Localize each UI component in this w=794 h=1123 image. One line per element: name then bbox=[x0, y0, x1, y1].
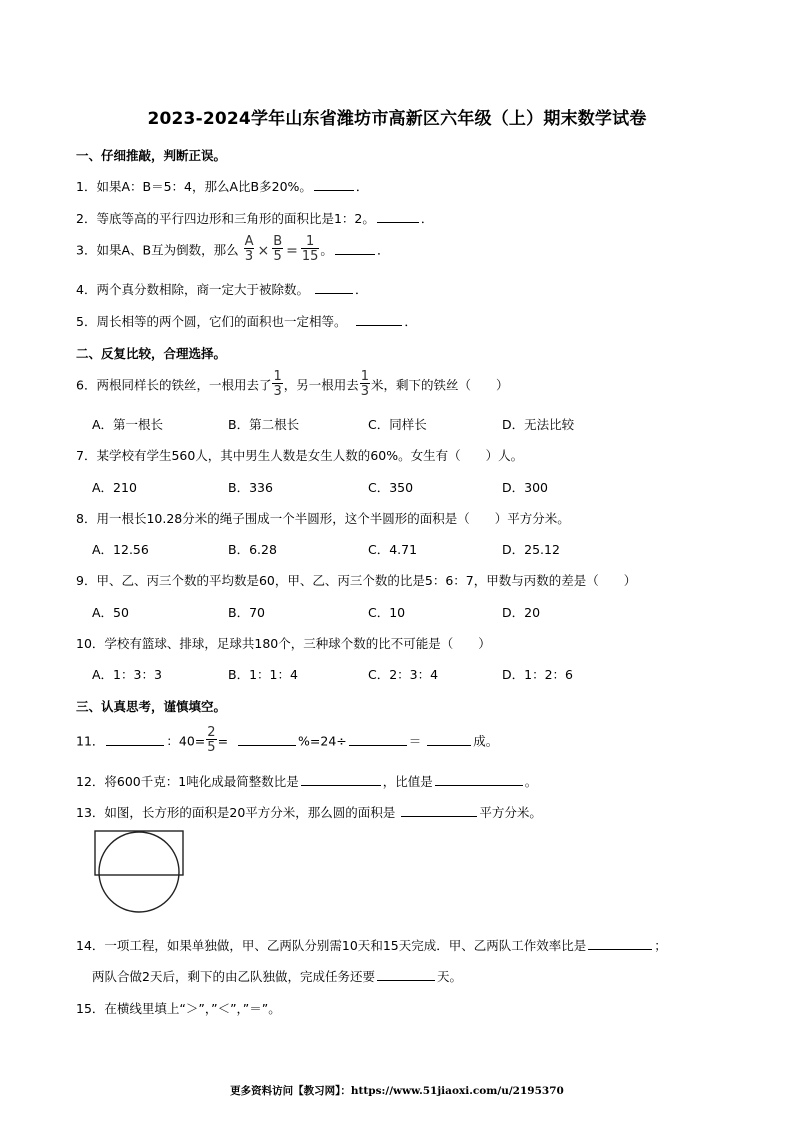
numerator: 1 bbox=[273, 369, 282, 384]
option-d[interactable]: D．25.12 bbox=[502, 542, 560, 557]
rectangle-outline bbox=[95, 831, 183, 875]
question-1-text: 1．如果A：B＝5：4，那么A比B多20%。 bbox=[76, 179, 312, 194]
answer-blank[interactable] bbox=[377, 211, 419, 223]
question-11-text-d: ＝ bbox=[408, 733, 422, 749]
question-11 bbox=[76, 725, 499, 756]
answer-blank[interactable] bbox=[401, 805, 477, 817]
option-d[interactable]: D．20 bbox=[502, 605, 541, 620]
numerator: 2 bbox=[207, 725, 216, 740]
option-c[interactable]: C．350 bbox=[368, 480, 414, 495]
question-11-text-b: = bbox=[217, 733, 229, 749]
answer-blank[interactable] bbox=[238, 734, 296, 746]
circle-outline bbox=[99, 832, 179, 912]
answer-blank[interactable] bbox=[377, 969, 435, 981]
option-a[interactable]: A．12.56 bbox=[92, 542, 149, 557]
fraction bbox=[272, 235, 283, 263]
question-8: 8．用一根长10.28分米的绳子围成一个半圆形，这个半圆形的面积是（ ）平方分米。 bbox=[76, 511, 570, 526]
section-heading-2: 二、反复比较，合理选择。 bbox=[76, 346, 227, 361]
option-c[interactable]: C．2：3：4 bbox=[368, 667, 439, 682]
answer-blank[interactable] bbox=[314, 179, 354, 191]
denominator: 3 bbox=[244, 249, 254, 264]
option-c[interactable]: C．4.71 bbox=[368, 542, 418, 557]
answer-blank[interactable] bbox=[427, 734, 471, 746]
fraction bbox=[301, 235, 320, 263]
footer-link[interactable]: 更多资料访问【教习网】：https://www.51jiaoxi.com/u/2195370 bbox=[230, 1085, 564, 1097]
times-sign: × bbox=[257, 242, 270, 259]
option-a[interactable]: A．第一根长 bbox=[92, 417, 164, 432]
question-2-text: 2．等底等高的平行四边形和三角形的面积比是1：2。 bbox=[76, 211, 375, 226]
question-4 bbox=[76, 280, 367, 298]
fraction bbox=[360, 370, 370, 398]
fraction bbox=[206, 726, 216, 754]
option-d[interactable]: D．1：2：6 bbox=[502, 667, 573, 682]
question-13-text-a: 13．如图，长方形的面积是20平方分米，那么圆的面积是 bbox=[76, 805, 396, 820]
options-row-7 bbox=[92, 478, 692, 494]
question-11-text-e: 成。 bbox=[473, 733, 499, 749]
question-12-text-b: ，比值是 bbox=[382, 774, 433, 789]
option-b[interactable]: B．第二根长 bbox=[228, 417, 300, 432]
answer-end: ． bbox=[376, 242, 390, 258]
option-c[interactable]: C．10 bbox=[368, 605, 406, 620]
question-5-text: 5．周长相等的两个圆，它们的面积也一定相等。 bbox=[76, 314, 347, 329]
option-c[interactable]: C．同样长 bbox=[368, 417, 427, 432]
section-heading-1: 一、仔细推敲，判断正误。 bbox=[76, 148, 227, 163]
answer-blank[interactable] bbox=[106, 734, 164, 746]
denominator: 3 bbox=[360, 384, 370, 399]
denominator: 5 bbox=[273, 249, 282, 264]
question-6-text-a: 6．两根同样长的铁丝，一根用去了 bbox=[76, 377, 272, 393]
denominator: 5 bbox=[207, 740, 216, 755]
question-14-line-2 bbox=[92, 967, 462, 985]
rectangle-circle-figure bbox=[94, 830, 186, 917]
question-11-text-a: ：40= bbox=[166, 733, 206, 749]
answer-blank[interactable] bbox=[335, 243, 375, 255]
question-6-text-b: ，另一根用去 bbox=[283, 377, 359, 393]
numerator: A bbox=[244, 234, 254, 249]
question-14-text-c: 天。 bbox=[436, 969, 462, 984]
options-row-9 bbox=[92, 603, 692, 619]
answer-end: ． bbox=[420, 211, 434, 226]
question-12-text-a: 12．将600千克：1吨化成最简整数比是 bbox=[76, 774, 299, 789]
question-12 bbox=[76, 772, 537, 790]
fraction bbox=[244, 235, 255, 263]
numerator: 1 bbox=[360, 369, 370, 384]
answer-blank[interactable] bbox=[349, 734, 407, 746]
answer-end: ． bbox=[404, 314, 417, 329]
page-title: 2023-2024学年山东省潍坊市高新区六年级（上）期末数学试卷 bbox=[147, 109, 647, 129]
question-11-number: 11． bbox=[76, 733, 105, 749]
option-b[interactable]: B．336 bbox=[228, 480, 273, 495]
question-12-text-c: 。 bbox=[524, 774, 538, 789]
options-row-8 bbox=[92, 540, 692, 556]
question-15: 15．在横线里填上“＞”，”＜”，”＝”。 bbox=[76, 1001, 281, 1016]
question-13 bbox=[76, 803, 542, 821]
section-heading-3: 三、认真思考，谨慎填空。 bbox=[76, 699, 227, 714]
option-d[interactable]: D．无法比较 bbox=[502, 417, 575, 432]
option-b[interactable]: B．70 bbox=[228, 605, 265, 620]
options-row-6 bbox=[92, 415, 692, 431]
option-b[interactable]: B．1：1：4 bbox=[228, 667, 298, 682]
question-3-suffix: 。 bbox=[320, 242, 333, 258]
question-6-text-c: 米，剩下的铁丝（ ） bbox=[371, 377, 509, 393]
option-b[interactable]: B．6.28 bbox=[228, 542, 277, 557]
answer-blank[interactable] bbox=[356, 314, 402, 326]
numerator: B bbox=[273, 234, 283, 249]
question-14-line-1 bbox=[76, 936, 667, 954]
question-5 bbox=[76, 312, 417, 330]
answer-blank[interactable] bbox=[588, 938, 652, 950]
question-14-text-b: 两队合做2天后，剩下的由乙队独做，完成任务还要 bbox=[92, 969, 375, 984]
question-3-prefix: 3．如果A、B互为倒数，那么 bbox=[76, 242, 239, 258]
option-d[interactable]: D．300 bbox=[502, 480, 548, 495]
question-4-text: 4．两个真分数相除，商一定大于被除数。 bbox=[76, 282, 309, 297]
denominator: 15 bbox=[301, 249, 319, 264]
option-a[interactable]: A．1：3：3 bbox=[92, 667, 162, 682]
answer-blank[interactable] bbox=[315, 282, 353, 294]
question-14-text-a: 14．一项工程，如果单独做，甲、乙两队分别需10天和15天完成．甲、乙两队工作效率比是 bbox=[76, 938, 587, 953]
question-13-text-b: 平方分米。 bbox=[479, 805, 542, 820]
option-a[interactable]: A．50 bbox=[92, 605, 129, 620]
options-row-10 bbox=[92, 665, 692, 681]
answer-end: ． bbox=[355, 179, 369, 194]
question-14-text-a-end: ； bbox=[654, 938, 667, 953]
question-11-text-c: %=24÷ bbox=[298, 733, 347, 749]
denominator: 3 bbox=[273, 384, 282, 399]
answer-blank[interactable] bbox=[435, 774, 523, 786]
answer-end: ． bbox=[354, 282, 368, 297]
fraction bbox=[272, 370, 282, 398]
option-a[interactable]: A．210 bbox=[92, 480, 137, 495]
question-10: 10．学校有篮球、排球，足球共180个，三种球个数的比不可能是（ ） bbox=[76, 636, 491, 651]
question-9: 9．甲、乙、丙三个数的平均数是60，甲、乙、丙三个数的比是5：6：7，甲数与丙数的差是（ ） bbox=[76, 573, 637, 588]
answer-blank[interactable] bbox=[301, 774, 381, 786]
equals-sign: = bbox=[286, 242, 298, 259]
numerator: 1 bbox=[301, 235, 320, 249]
question-2 bbox=[76, 209, 433, 227]
question-6 bbox=[76, 369, 509, 400]
question-7: 7．某学校有学生560人，其中男生人数是女生人数的60%。女生有（ ）人。 bbox=[76, 448, 524, 463]
figure-drawing bbox=[94, 830, 186, 914]
question-1 bbox=[76, 177, 368, 195]
question-3 bbox=[76, 234, 390, 265]
